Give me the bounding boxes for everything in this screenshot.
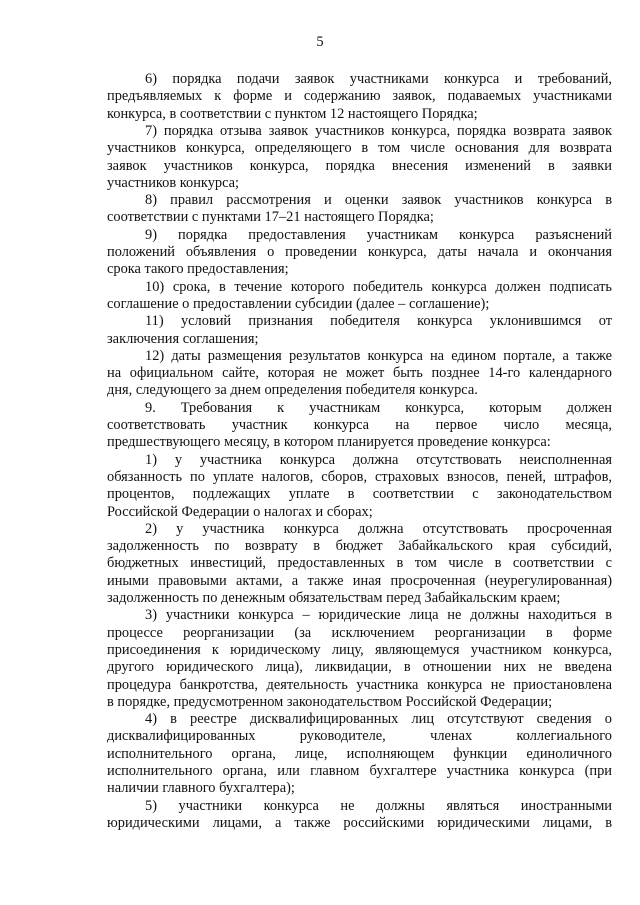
text-line: участников конкурса;: [107, 174, 240, 191]
text-line: соответствовать участник конкурса на первое число месяца,: [107, 417, 612, 433]
text-line: 10) срока, в течение которого победитель конкурса должен подписать: [145, 278, 612, 295]
text-line: процентов, подлежащих уплате в соответствии с законодательством: [107, 486, 612, 503]
text-line: процедура банкротства, деятельность участника конкурса не приостановлена: [107, 676, 612, 693]
text-line: другого юридического лица), ликвидации, в отношении них не введена: [107, 659, 612, 676]
text-line: 7) порядка отзыва заявок участников конкурса, порядка возврата заявок: [145, 122, 612, 139]
text-line: 8) правил рассмотрения и оценки заявок участников конкурса в: [145, 192, 612, 209]
text-line: соглашение о предоставлении субсидии (далее – соглашение);: [107, 295, 490, 312]
text-line: 5) участники конкурса не должны являться иностранными: [145, 797, 612, 814]
text-line: 1) у участника конкурса должна отсутствовать неисполненная: [145, 451, 612, 468]
text-line: участников конкурса, определяющего в том числе основания для возврата: [107, 140, 612, 157]
text-line: процессе реорганизации (за исключением реорганизации в форме: [107, 624, 612, 641]
text-line: юридическими лицами, а также российскими юридическими лицами, в: [107, 814, 612, 831]
text-line: в порядке, предусмотренном законодательством Российской Федерации;: [107, 693, 553, 710]
text-line: конкурса, в соответствии с пунктом 12 настоящего Порядка;: [107, 105, 478, 122]
text-line: обязанность по уплате налогов, сборов, страховых взносов, пеней, штрафов,: [107, 468, 612, 485]
text-line: наличии главного бухгалтера);: [107, 780, 295, 797]
text-line: 4) в реестре дисквалифицированных лиц отсутствуют сведения о: [145, 711, 612, 728]
text-line: заключения соглашения;: [107, 330, 259, 347]
text-line: 6) порядка подачи заявок участниками конкурса и требований,: [145, 71, 612, 87]
text-line: срока такого предоставления;: [107, 261, 289, 278]
text-line: 9. Требования к участникам конкурса, которым должен: [145, 399, 612, 416]
text-line: иными правовыми актами, а также иная просроченная (неурегулированная): [107, 572, 612, 589]
text-line: 3) участники конкурса – юридические лица не должны находиться в: [145, 607, 612, 624]
page-number: 5: [316, 34, 324, 50]
text-line: бюджетных инвестиций, предоставленных в том числе в соответствии с: [107, 555, 612, 572]
text-line: исполнительного органа, или главном бухгалтере участника конкурса (при: [107, 763, 612, 779]
text-line: на официальном сайте, которая не может быть позднее 14-го календарного: [107, 365, 612, 382]
text-line: соответствии с пунктами 17–21 настоящего Порядка;: [107, 209, 434, 226]
text-line: Российской Федерации о налогах и сборах;: [107, 503, 373, 520]
text-line: исполнительного органа, лице, исполняющем функции единоличного: [107, 745, 612, 762]
text-line: предъявляемых к форме и содержанию заявок, подаваемых участниками: [107, 88, 612, 105]
text-line: предшествующего месяцу, в котором планируется проведение конкурса:: [107, 434, 551, 451]
text-line: 12) даты размещения результатов конкурса на едином портале, а также: [145, 347, 612, 364]
text-line: дня, следующего за днем определения победителя конкурса.: [107, 382, 478, 399]
text-line: положений объявления о проведении конкурса, даты начала и окончания: [107, 244, 612, 260]
text-line: дисквалифицированных руководителе, членах коллегиального: [107, 728, 612, 745]
text-line: 2) у участника конкурса должна отсутствовать просроченная: [145, 520, 612, 537]
text-line: задолженность по денежным обязательствам перед Забайкальским краем;: [107, 590, 561, 606]
text-line: 11) условий признания победителя конкурса уклонившимся от: [145, 313, 612, 330]
text-line: задолженность по возврату в бюджет Забайкальского края субсидий,: [107, 538, 612, 555]
text-line: присоединения к юридическому лицу, являющемуся участником конкурса,: [107, 641, 612, 658]
text-line: заявок участников конкурса, порядка внесения изменений в заявки: [107, 157, 612, 174]
text-line: 9) порядка предоставления участникам конкурса разъяснений: [145, 226, 612, 243]
